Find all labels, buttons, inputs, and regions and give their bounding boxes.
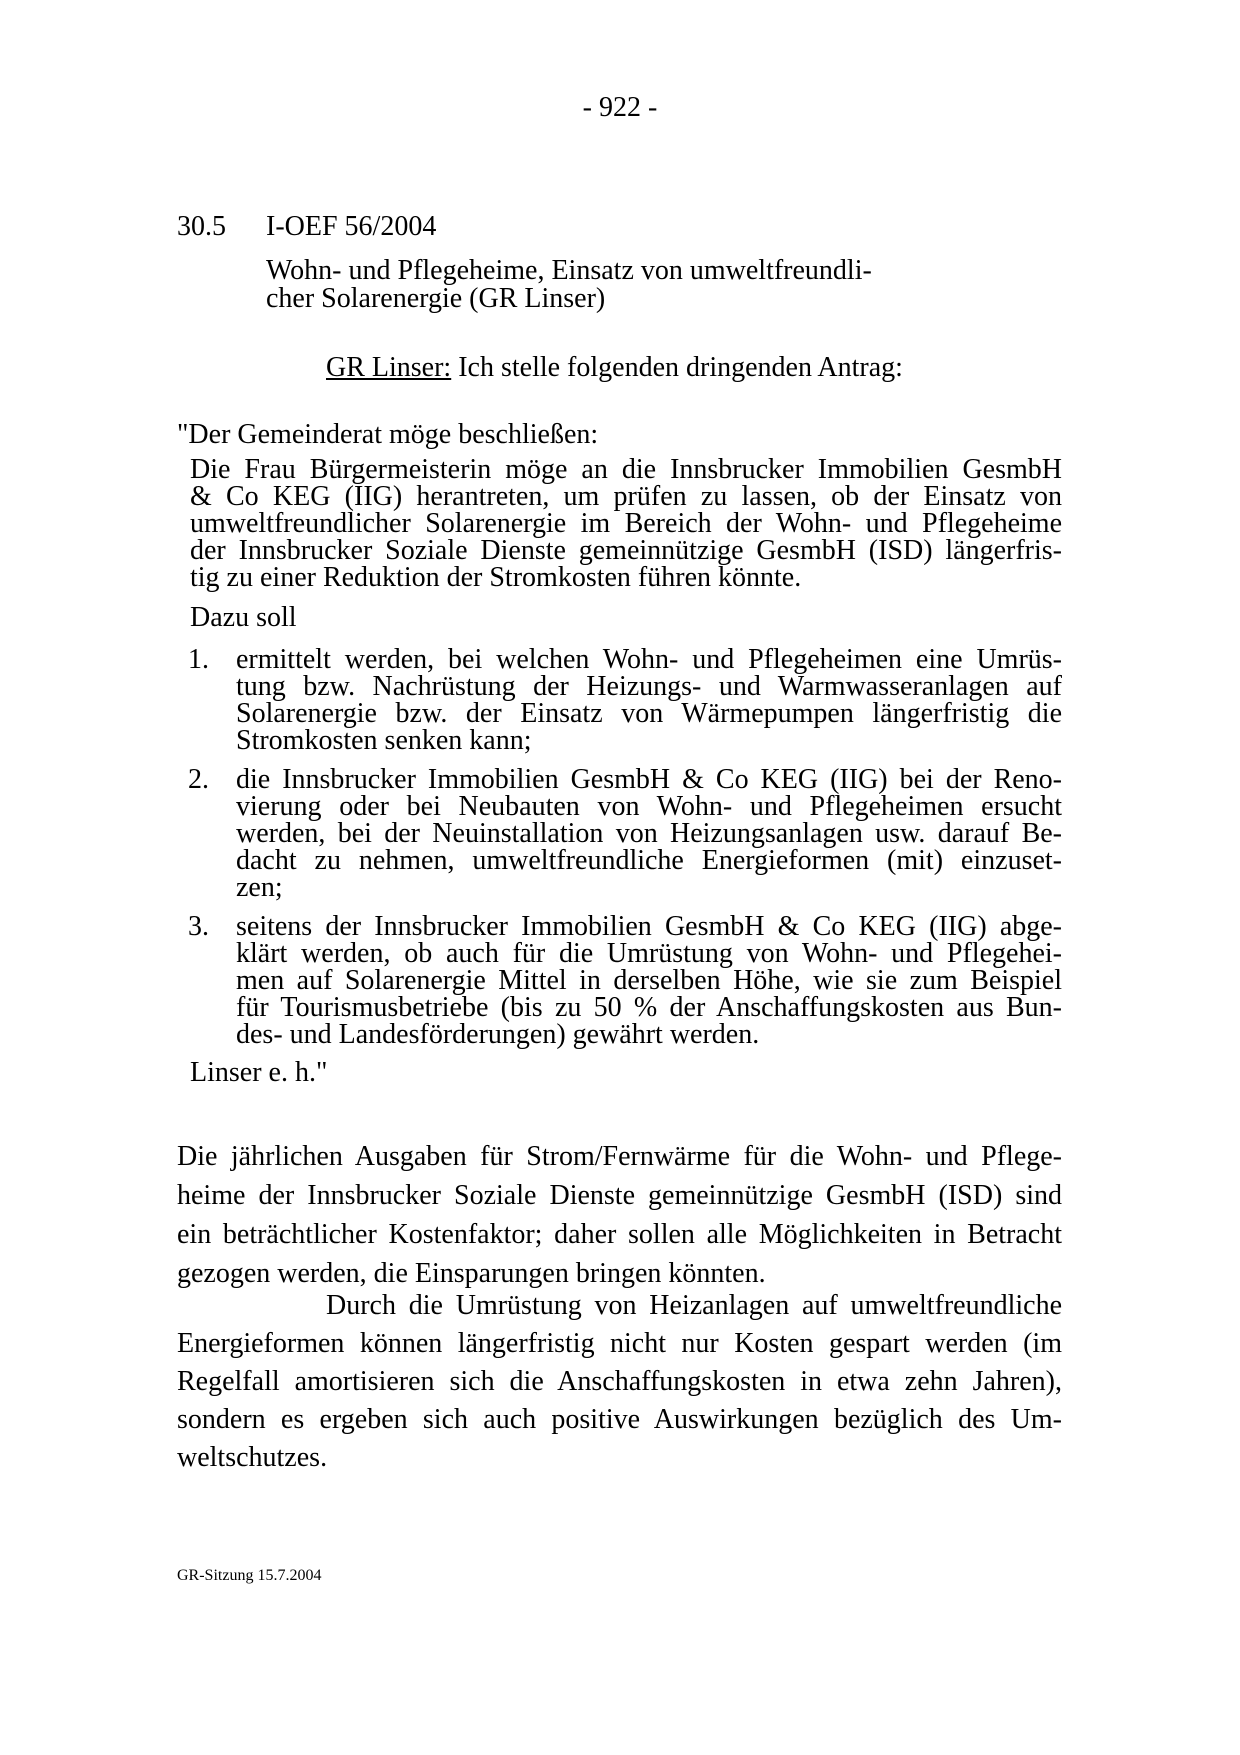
list-item-line: vierung oder bei Neubauten von Wohn- und Pflegeheimen ersucht: [236, 791, 1062, 822]
motion-body-line: Die Frau Bürgermeisterin möge an die Innsbrucker Immobilien GesmbH: [190, 454, 1062, 485]
list-item-line: des- und Landesförderungen) gewährt werden.: [236, 1019, 760, 1050]
motion-body-line: der Innsbrucker Soziale Dienste gemeinnützige GesmbH (ISD) längerfris-: [190, 535, 1062, 566]
list-item-line: ermittelt werden, bei welchen Wohn- und Pflegeheimen eine Umrüs-: [236, 644, 1062, 675]
motion-body: [190, 456, 1062, 591]
list-item-number: 3.: [188, 911, 209, 942]
agenda-item-title-line: Wohn- und Pflegeheime, Einsatz von umweltfreundli-: [266, 255, 872, 286]
list-item-line: seitens der Innsbrucker Immobilien GesmbH & Co KEG (IIG) abge-: [236, 911, 1062, 942]
list-item-line: klärt werden, ob auch für die Umrüstung von Wohn- und Pflegehei-: [236, 938, 1062, 969]
list-item-line: Solarenergie bzw. der Einsatz von Wärmepumpen längerfristig die: [236, 698, 1062, 729]
agenda-item-title-line: cher Solarenergie (GR Linser): [266, 283, 606, 314]
agenda-item-code: I-OEF 56/2004: [266, 211, 437, 242]
page-number: - 922 -: [582, 92, 658, 123]
motion-body-line: & Co KEG (IIG) herantreten, um prüfen zu lassen, ob der Einsatz von: [190, 481, 1062, 512]
motion-body-line: tig zu einer Reduktion der Stromkosten führen könnte.: [190, 562, 802, 593]
speaker-name: GR Linser:: [326, 352, 452, 383]
paragraph-line: weltschutzes.: [177, 1442, 328, 1473]
motion-dazu: Dazu soll: [190, 602, 297, 633]
list-item-line: tung bzw. Nachrüstung der Heizungs- und Warmwasseranlagen auf: [236, 671, 1062, 702]
paragraph-line: ein beträchtlicher Kostenfaktor; daher sollen alle Möglichkeiten in Betracht: [177, 1219, 1062, 1250]
body-paragraph: [177, 1287, 1062, 1477]
paragraph-line: sondern es ergeben sich auch positive Auswirkungen bezüglich des Um-: [177, 1404, 1062, 1435]
list-item-line: men auf Solarenergie Mittel in derselben Höhe, wie sie zum Beispiel: [236, 965, 1062, 996]
paragraph-line: Durch die Umrüstung von Heizanlagen auf umweltfreundliche: [326, 1290, 1062, 1321]
motion-body-line: umweltfreundlicher Solarenergie im Bereich der Wohn- und Pflegeheime: [190, 508, 1062, 539]
list-item-line: dacht zu nehmen, umweltfreundliche Energieformen (mit) einzuset-: [236, 845, 1062, 876]
list-item-line: die Innsbrucker Immobilien GesmbH & Co KEG (IIG) bei der Reno-: [236, 764, 1062, 795]
list-item-text: [236, 646, 1062, 754]
list-item-line: für Tourismusbetriebe (bis zu 50 % der Anschaffungskosten aus Bun-: [236, 992, 1062, 1023]
paragraph-line: gezogen werden, die Einsparungen bringen könnten.: [177, 1258, 766, 1289]
speaker-statement: [326, 352, 903, 384]
paragraph-line: Energieformen können längerfristig nicht nur Kosten gespart werden (im: [177, 1328, 1062, 1359]
paragraph-line: Die jährlichen Ausgaben für Strom/Fernwärme für die Wohn- und Pflege-: [177, 1141, 1062, 1172]
list-item-text: [236, 913, 1062, 1048]
list-item-number: 2.: [188, 764, 209, 795]
list-item-number: 1.: [188, 644, 209, 675]
list-item-line: werden, bei der Neuinstallation von Heizungsanlagen usw. darauf Be-: [236, 818, 1062, 849]
paragraph-line: heime der Innsbrucker Soziale Dienste gemeinnützige GesmbH (ISD) sind: [177, 1180, 1062, 1211]
speaker-text: Ich stelle folgenden dringenden Antrag:: [458, 352, 903, 383]
list-item-line: zen;: [236, 872, 283, 903]
agenda-item-title: [266, 257, 946, 313]
list-item-text: [236, 766, 1062, 901]
motion-signature: Linser e. h.": [190, 1057, 328, 1088]
body-paragraph: [177, 1137, 1062, 1293]
page-footer: GR-Sitzung 15.7.2004: [177, 1567, 322, 1584]
paragraph-line: Regelfall amortisieren sich die Anschaffungskosten in etwa zehn Jahren),: [177, 1366, 1062, 1397]
motion-intro: "Der Gemeinderat möge beschließen:: [177, 419, 599, 450]
agenda-item-number: 30.5: [177, 211, 226, 242]
list-item-line: Stromkosten senken kann;: [236, 725, 532, 756]
